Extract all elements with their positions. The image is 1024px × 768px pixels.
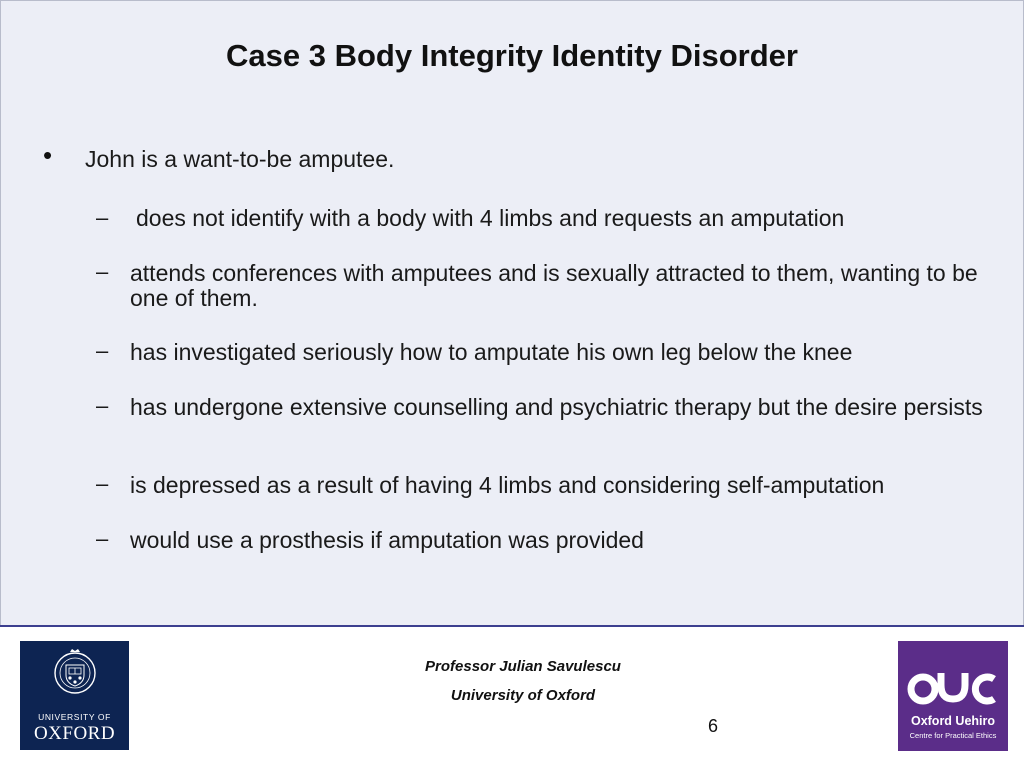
footer-divider — [0, 625, 1024, 627]
bullet-marker: • — [43, 140, 53, 170]
oxford-logo — [20, 641, 129, 750]
oxford-crest-icon — [53, 647, 97, 705]
uehiro-logo-line1: Oxford Uehiro — [910, 714, 996, 728]
footer-institution: University of Oxford — [450, 687, 596, 704]
uehiro-ouc-mark-icon — [906, 667, 1000, 713]
footer-presenter: Professor Julian Savulescu — [425, 658, 621, 675]
slide-title: Case 3 Body Integrity Identity Disorder — [226, 38, 798, 73]
sub-bullet-text: attends conferences with amputees and is sexually attracted to them, wanting to be one of them. — [130, 260, 978, 311]
sub-bullet-marker: – — [96, 259, 109, 284]
sub-bullet-text: has undergone extensive counselling and psychiatric therapy but the desire persists — [130, 394, 983, 420]
sub-bullet-marker: – — [96, 526, 109, 551]
sub-bullet-text: has investigated seriously how to amputate his own leg below the knee — [130, 339, 853, 365]
sub-bullet-marker: – — [96, 338, 109, 363]
sub-bullet-text: would use a prosthesis if amputation was provided — [130, 527, 644, 553]
sub-bullet-marker: – — [96, 205, 109, 230]
bullet-text: John is a want-to-be amputee. — [85, 146, 395, 172]
uehiro-logo — [898, 641, 1008, 751]
sub-bullet-marker: – — [96, 393, 109, 418]
sub-bullet-marker: – — [96, 471, 109, 496]
uehiro-logo-line2: Centre for Practical Ethics — [909, 731, 997, 740]
sub-bullet-text: does not identify with a body with 4 limbs and requests an amputation — [136, 205, 845, 231]
oxford-logo-line2: OXFORD — [33, 723, 116, 744]
oxford-logo-line1: UNIVERSITY OF — [38, 712, 111, 722]
page-number: 6 — [708, 716, 719, 736]
sub-bullet-text: is depressed as a result of having 4 limbs and considering self-amputation — [130, 472, 885, 498]
